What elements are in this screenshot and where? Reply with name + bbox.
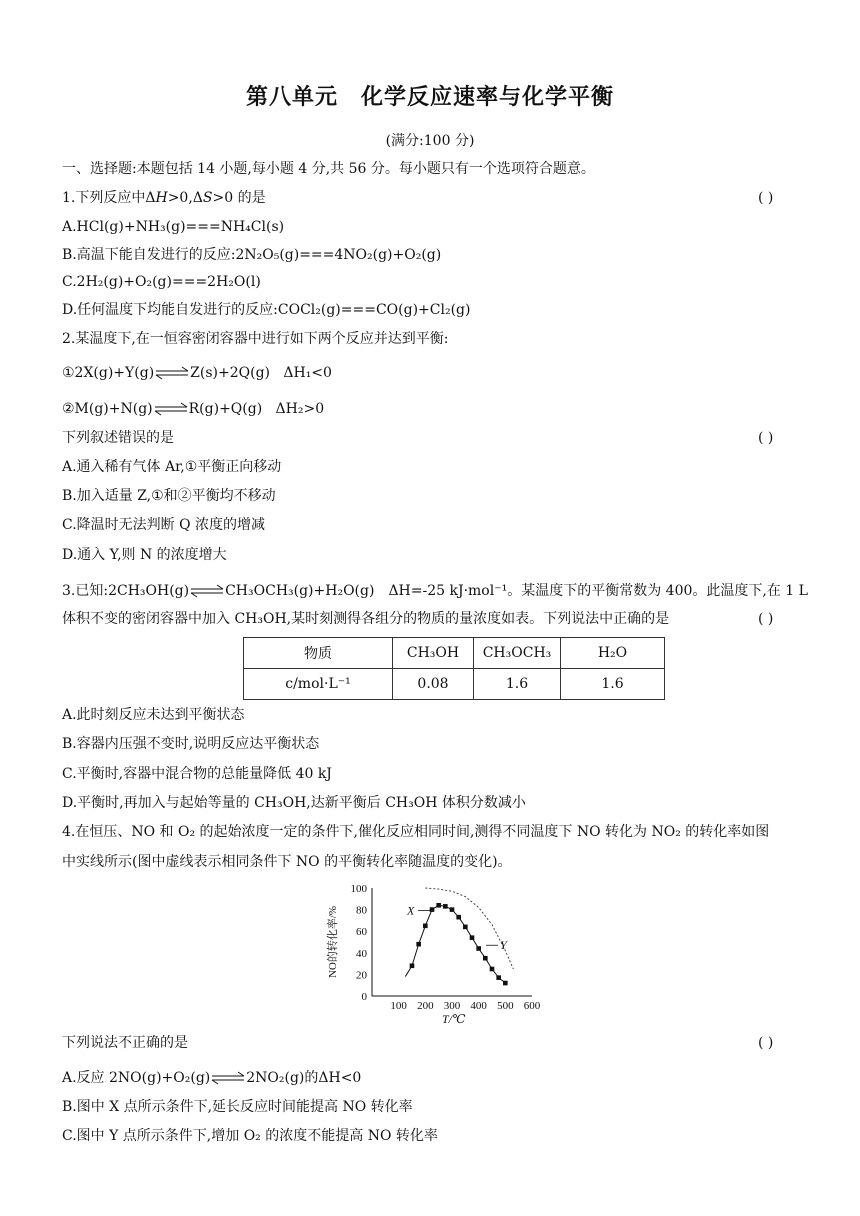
q1-stem-s: S	[202, 190, 213, 206]
q3-stem-line2: 体积不变的密闭容器中加入 CH₃OH,某时刻测得各组分的物质的量浓度如表。下列说法中正确的是	[62, 611, 670, 627]
equilibrium-conversion-line	[425, 888, 513, 969]
q2-r2-right: R(g)+Q(g)	[188, 401, 263, 417]
q2-r1-right: Z(s)+2Q(g)	[190, 365, 271, 381]
concentration-table	[243, 637, 665, 700]
q2-r2-dh: ΔH₂>0	[275, 401, 325, 417]
page-title: 第八单元 化学反应速率与化学平衡	[245, 85, 614, 110]
chart-markers	[410, 903, 508, 985]
y-axis-label: NO的转化率/%	[327, 905, 339, 979]
x-tick-label: 600	[523, 1000, 541, 1012]
data-point-marker	[483, 956, 488, 961]
x-tick-label: 200	[417, 1000, 434, 1012]
q1-option-b: B.高温下能自发进行的反应:2N₂O₅(g)===4NO₂(g)+O₂(g)	[62, 247, 442, 263]
y-tick-label: 80	[356, 904, 367, 917]
q1-stem-a: 1.下列反应中Δ	[62, 190, 156, 206]
q3-option-b: B.容器内压强不变时,说明反应达平衡状态	[62, 736, 320, 752]
section-heading: 一、选择题:本题包括 14 小题,每小题 4 分,共 56 分。每小题只有一个选项符合题意。	[62, 161, 595, 177]
q3-stem-right: CH₃OCH₃(g)+H₂O(g) ΔH=-25 kJ·mol⁻¹。某温度下的平衡常数为 400。此温度下,在 1 L	[225, 583, 808, 599]
table-header-row	[244, 638, 665, 669]
q4-option-c: C.图中 Y 点所示条件下,增加 O₂ 的浓度不能提高 NO 转化率	[62, 1128, 438, 1144]
q2-answer-bracket: ( )	[758, 430, 774, 446]
q1-option-c: C.2H₂(g)+O₂(g)===2H₂O(l)	[62, 274, 261, 290]
table-header-cell: H₂O	[561, 638, 665, 669]
data-point-marker	[443, 904, 448, 909]
data-point-marker	[430, 907, 435, 912]
y-tick-label: 20	[356, 969, 367, 982]
q1-option-a: A.HCl(g)+NH₃(g)===NH₄Cl(s)	[62, 219, 285, 235]
y-tick-label: 60	[356, 926, 367, 939]
x-tick-label: 500	[497, 1000, 514, 1012]
q2-r2-left: ②M(g)+N(g)	[62, 401, 153, 417]
q4-ask: 下列说法不正确的是	[62, 1035, 188, 1051]
data-point-marker	[496, 975, 501, 980]
point-y-label: Y	[500, 938, 507, 953]
data-point-marker	[423, 924, 428, 929]
chart-equilibrium-curve	[425, 888, 513, 969]
data-point-marker	[503, 981, 508, 986]
q2-reaction-2	[62, 400, 324, 418]
data-point-marker	[463, 925, 468, 930]
chart-axes	[325, 883, 541, 1025]
q2-reaction-1	[62, 364, 332, 382]
x-tick-label: 100	[390, 1000, 407, 1012]
q3-stem	[62, 582, 808, 600]
y-tick-label: 40	[356, 947, 367, 960]
table-cell: 1.6	[561, 669, 665, 700]
table-header-cell: CH₃OCH₃	[474, 638, 561, 669]
table-cell: 0.08	[393, 669, 474, 700]
q3-option-d: D.平衡时,再加入与起始等量的 CH₃OH,达新平衡后 CH₃OH 体积分数减小	[62, 795, 526, 811]
q2-r1-dh: ΔH₁<0	[283, 365, 332, 381]
q2-r1-left: ①2X(g)+Y(g)	[62, 365, 155, 381]
q4-a-left: A.反应 2NO(g)+O₂(g)	[62, 1070, 211, 1086]
y-tick-label: 0	[361, 991, 367, 1003]
q4-stem-line2: 中实线所示(图中虚线表示相同条件下 NO 的平衡转化率随温度的变化)。	[62, 854, 512, 870]
x-tick-label: 300	[443, 1000, 461, 1012]
q4-option-b: B.图中 X 点所示条件下,延长反应时间能提高 NO 转化率	[62, 1099, 413, 1115]
data-point-marker	[476, 946, 481, 951]
table-header-cell: CH₃OH	[393, 638, 474, 669]
point-x-label: X	[407, 903, 415, 918]
table-cell: 1.6	[474, 669, 561, 700]
q4-answer-bracket: ( )	[758, 1035, 774, 1051]
table-header-cell: 物质	[244, 638, 393, 669]
table-row-label: c/mol·L⁻¹	[244, 669, 393, 700]
equilibrium-arrow-icon	[189, 584, 225, 598]
q1-option-d: D.任何温度下均能自发进行的反应:COCl₂(g)===CO(g)+Cl₂(g)	[62, 302, 471, 318]
q1-answer-bracket: ( )	[758, 190, 774, 206]
q2-option-a: A.通入稀有气体 Ar,①平衡正向移动	[62, 459, 282, 475]
data-point-marker	[490, 967, 495, 972]
chart-labels	[406, 904, 508, 953]
q2-option-b: B.加入适量 Z,①和②平衡均不移动	[62, 488, 276, 504]
data-point-marker	[416, 942, 421, 947]
table-row	[244, 669, 665, 700]
q3-option-c: C.平衡时,容器中混合物的总能量降低 40 kJ	[62, 766, 332, 782]
equilibrium-arrow-icon	[153, 402, 189, 416]
q4-option-a	[62, 1069, 361, 1087]
score-note: (满分:100 分)	[385, 133, 475, 149]
conversion-chart	[320, 880, 550, 1025]
data-point-marker	[470, 935, 475, 940]
q3-answer-bracket: ( )	[758, 611, 774, 627]
q2-option-c: C.降温时无法判断 Q 浓度的增减	[62, 517, 266, 533]
x-axis-label: T/℃	[442, 1012, 466, 1025]
q1-stem-h: H	[155, 190, 168, 206]
y-tick-label: 100	[350, 883, 367, 895]
data-point-marker	[456, 915, 461, 920]
q1-stem	[62, 189, 266, 207]
equilibrium-arrow-icon	[154, 366, 190, 380]
q1-stem-b: >0,Δ	[167, 190, 203, 206]
q4-a-right: 2NO₂(g)的ΔH<0	[246, 1070, 362, 1086]
q2-stem: 2.某温度下,在一恒容密闭容器中进行如下两个反应并达到平衡:	[62, 331, 449, 347]
q1-stem-c: >0 的是	[212, 190, 266, 206]
x-tick-label: 400	[470, 1000, 487, 1012]
q4-stem-line1: 4.在恒压、NO 和 O₂ 的起始浓度一定的条件下,催化反应相同时间,测得不同温度下 NO 转化为 NO₂ 的转化率如图	[62, 824, 770, 840]
data-point-marker	[410, 963, 415, 968]
q3-stem-left: 3.已知:2CH₃OH(g)	[62, 583, 190, 599]
q2-option-d: D.通入 Y,则 N 的浓度增大	[62, 547, 227, 563]
data-point-marker	[450, 907, 455, 912]
equilibrium-arrow-icon	[210, 1071, 246, 1085]
q3-option-a: A.此时刻反应未达到平衡状态	[62, 707, 245, 723]
q2-ask: 下列叙述错误的是	[62, 430, 174, 446]
data-point-marker	[436, 903, 441, 908]
